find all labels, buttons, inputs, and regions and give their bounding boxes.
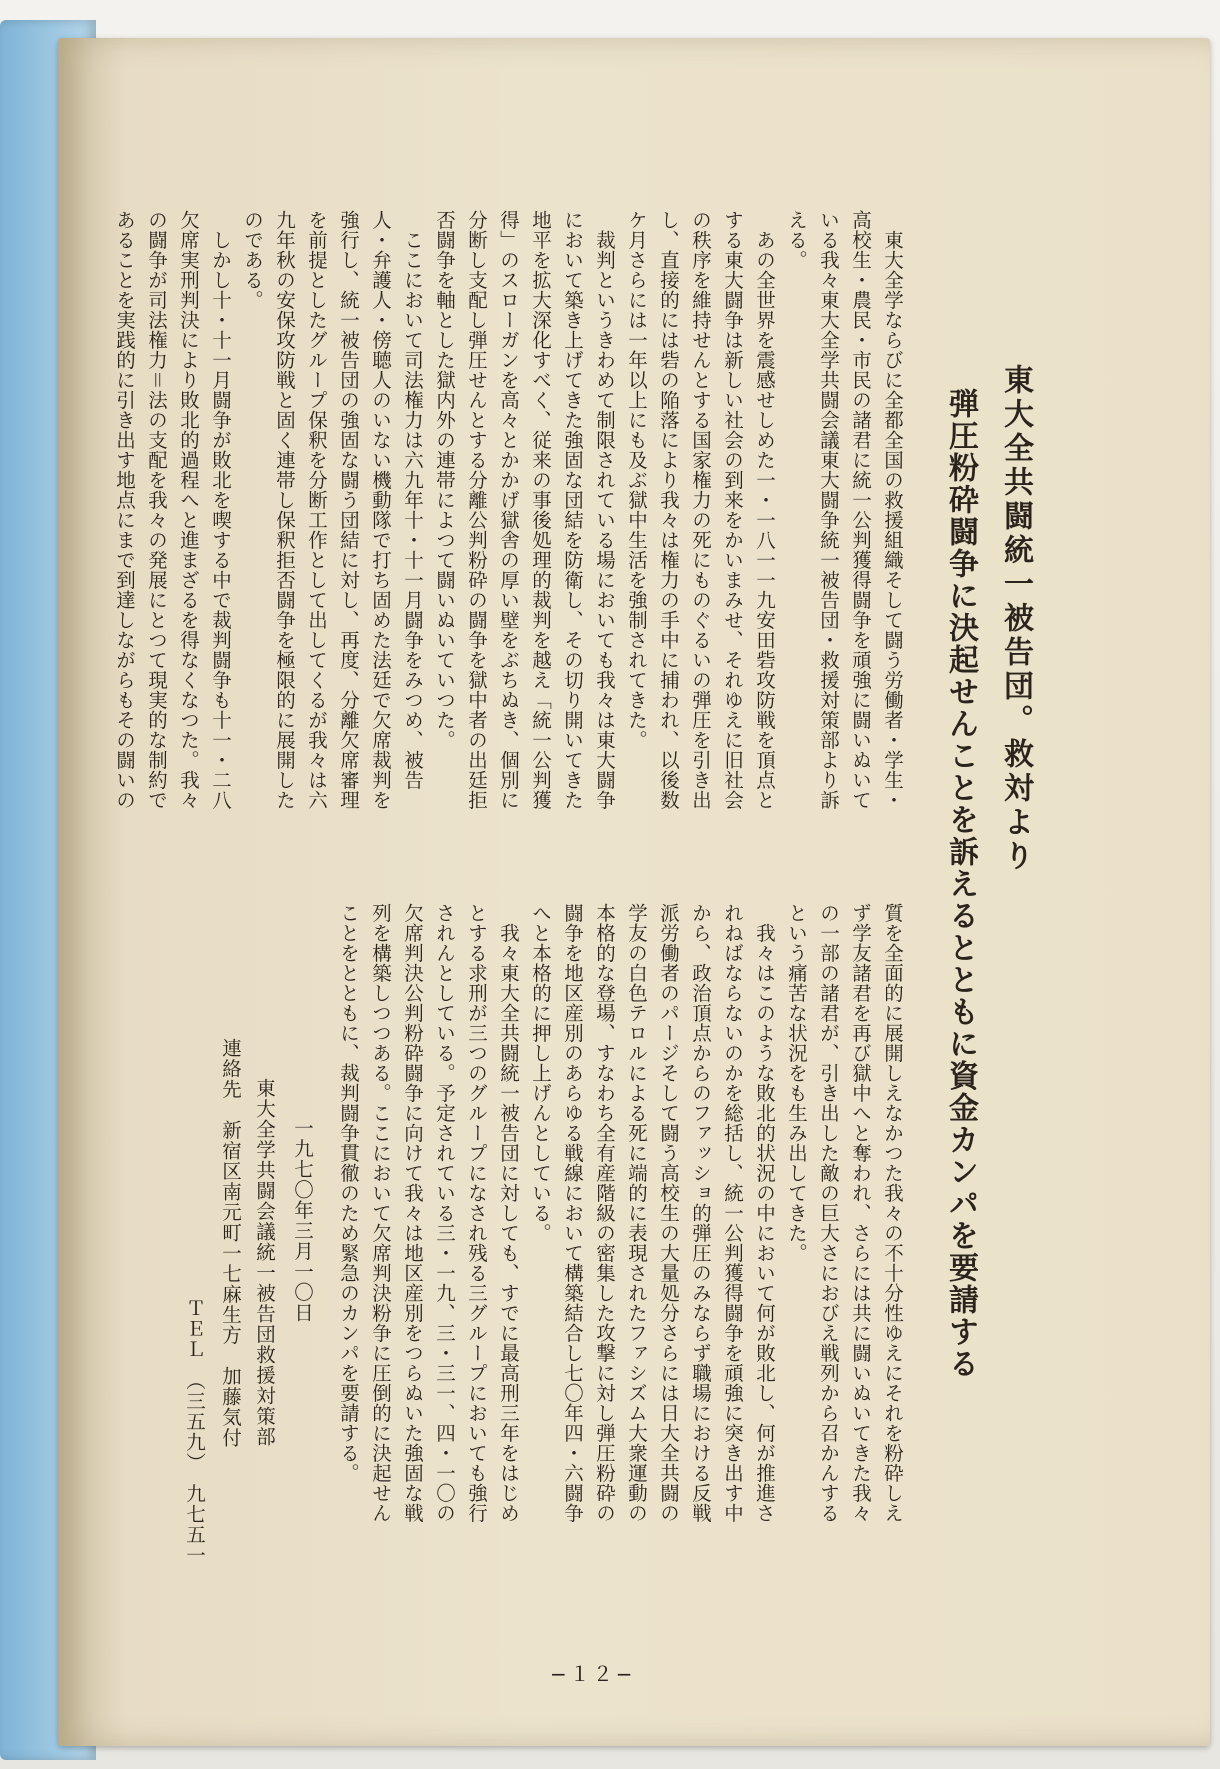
paragraph: 我々はこのような敗北的状況の中において何が敗北し、何が推進されねばならないのかを総括し、統一公判獲得闘争を頑強に突き出す中から、政治頂点からのファッショ的弾圧のみならず職場における反戦派労働者のパージそして闘う高校生の大量処分さらには日大全共闘の学友の白色テロルによる死に端的に表現されたファシズム大衆運動の本格的な登場、すなわち全有産階級の密集した攻撃に対し弾圧粉砕の闘争を地区産別のあらゆる戦線において構築結合し七〇年四・六闘争へと本格的に押し上げんとしている。: [529, 903, 776, 1523]
telephone-line: ＴＥＬ （三五九） 九七五一: [183, 1298, 206, 1566]
paragraph: しかし十・十一月闘争が敗北を喫する中で裁判闘争も十一・二八欠席実刑判決により敗北的過程へと進まざるを得なくなつた。我々の闘争が司法権力＝法の支配を我々の発展にとつて現実的な制約であることを実践的に引き出す地点にまで到達しながらもその闘いの: [113, 210, 232, 810]
paragraph: 我々東大全共闘統一被告団に対しても、すでに最高刑三年をはじめとする求刑が三つのグループになされ残る三グループにおいても強行されんとしている。予定されている三・一九、三・三一、四・一〇の欠席判決公判粉砕闘争に向けて我々は地区産別をつらぬいた強固な戦列を構築しつつある。ここにおいて欠席判決粉争に圧倒的に決起せんことをとともに、裁判闘争貫徹のため緊急のカンパを要請する。: [337, 903, 520, 1523]
paragraph: 質を全面的に展開しえなかつた我々の不十分性ゆえにそれを粉砕しえず学友諸君を再び獄中へと奪われ、さらには共に闘いぬいてきた我々の一部の諸君が、引き出した敵の巨大さにおびえ戦列から召かんするという痛苦な状況をも生み出してきた。: [785, 903, 904, 1523]
organization-line: 東大全学共闘会議統一被告団救援対策部: [253, 1078, 276, 1447]
paragraph: あの全世界を震感せしめた一・一八一一九安田砦攻防戦を頂点とする東大闘争は新しい社会の到来をかいまみせ、それゆえに旧社会の秩序を維持せんとする国家権力の死にものぐるいの弾圧を引き出し、直接的には砦の陥落により我々は権力の手中に捕われ、以後数ケ月さらには一年以上にも及ぶ獄中生活を強制されてきた。: [625, 210, 776, 810]
document-page: [58, 38, 1210, 1746]
title-line-1: 東大全共闘統一被告団。救対より: [998, 364, 1033, 874]
paragraph: 東大全学ならびに全都全国の救援組織そして闘う労働者・学生・高校生・農民・市民の諸君に統一公判獲得闘争を頑強に闘いぬいている我々東大全学共闘会議東大闘争統一被告団・救援対策部より訴える。: [785, 210, 904, 810]
paragraph: ここにおいて司法権力は六九年十・十一月闘争をみつめ、被告人・弁護人・傍聴人のいない機動隊で打ち固めた法廷で欠席裁判を強行し、統一被告団の強固な闘う団結に対し、再度、分離欠席審理を前提としたグループ保釈を分断工作として出してくるが我々は六九年秋の安保攻防戦と固く連帯し保釈拒否闘争を極限的に展開したのである。: [241, 210, 424, 810]
date-line: 一九七〇年三月一〇日: [291, 1118, 314, 1323]
lower-text-block: [328, 903, 908, 1523]
page-number: −１２−: [550, 1662, 636, 1686]
title-line-2: 弾圧粉砕闘争に決起せんことを訴えるとともに資金カンパを要請する: [943, 388, 978, 1380]
paragraph: 裁判というきわめて制限されている場においても我々は東大闘争において築き上げてきた強固な団結を防衛し、その切り開いてきた地平を拡大深化すべく、従来の事後処理的裁判を越え「統一公判獲得」のスローガンを高々とかかげ獄舎の厚い壁をぶちぬき、個別に分断し支配し弾圧せんとする分離公判粉砕の闘争を獄中者の出廷拒否闘争を軸とした獄内外の連帯によつて闘いぬいていつた。: [433, 210, 616, 810]
upper-text-block: [113, 210, 908, 820]
contact-address-line: 連絡先 新宿区南元町一七麻生方 加藤気付: [219, 1038, 242, 1448]
